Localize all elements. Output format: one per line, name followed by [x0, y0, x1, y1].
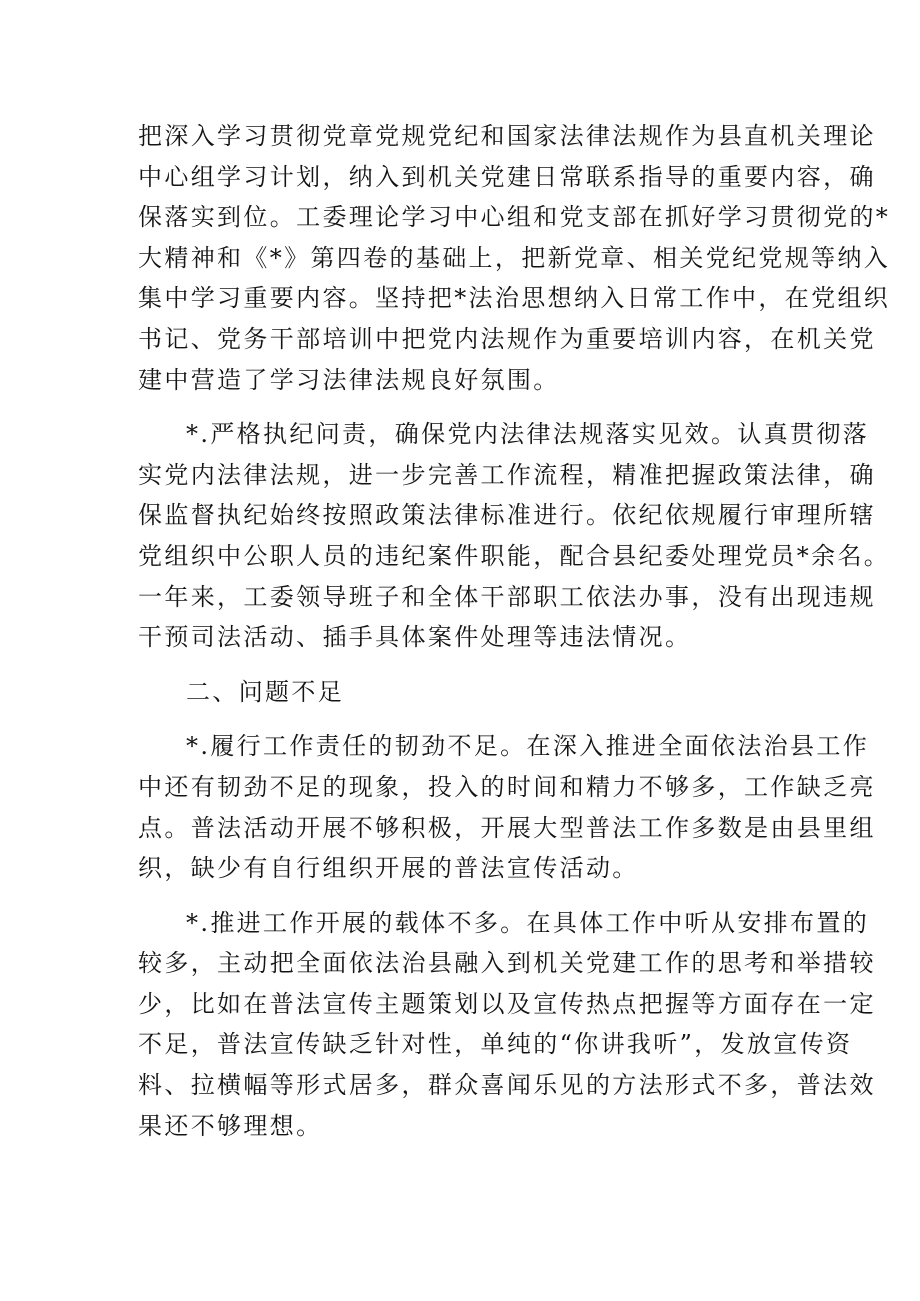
text-line: 果还不够理想。: [138, 1111, 323, 1140]
text-line: *.推进工作开展的载体不多。在具体工作中听从安排布置的: [186, 908, 870, 937]
text-line: 干预司法活动、插手具体案件处理等违法情况。: [138, 623, 692, 652]
text-line: 织，缺少有自行组织开展的普法宣传活动。: [138, 854, 639, 883]
text-line: 建中营造了学习法律法规良好氛围。: [138, 365, 560, 394]
text-line: 保监督执纪始终按照政策法律标准进行。依纪依规履行审理所辖: [138, 501, 876, 530]
paragraph-discipline: [138, 414, 891, 658]
text-line: 中心组学习计划，纳入到机关党建日常联系指导的重要内容，确: [138, 162, 876, 191]
text-line: 较多，主动把全面依法治县融入到机关党建工作的思考和举措较: [138, 949, 876, 978]
section-heading-text: 二、问题不足: [186, 677, 345, 706]
text-line: 党组织中公职人员的违纪案件职能，配合县纪委处理党员*余名。: [138, 541, 891, 570]
text-line: *.严格执纪问责，确保党内法律法规落实见效。认真贯彻落: [186, 420, 870, 449]
paragraph-few-carriers: [138, 903, 876, 1147]
paragraph-spacing: [138, 400, 798, 414]
paragraph-insufficient-tenacity: [138, 726, 876, 888]
text-line: 不足，普法宣传缺乏针对性，单纯的“你讲我听”，发放宣传资: [138, 1030, 853, 1059]
text-line: 中还有韧劲不足的现象，投入的时间和精力不够多，工作缺乏亮: [138, 772, 876, 801]
text-line: 书记、党务干部培训中把党内法规作为重要培训内容，在机关党: [138, 324, 876, 353]
text-line: 点。普法活动开展不够积极，开展大型普法工作多数是由县里组: [138, 813, 876, 842]
text-line: *.履行工作责任的韧劲不足。在深入推进全面依法治县工作: [186, 732, 870, 761]
text-line: 保落实到位。工委理论学习中心组和党支部在抓好学习贯彻党的*: [138, 203, 891, 232]
paragraph-spacing: [138, 889, 798, 903]
paragraph-spacing: [138, 712, 798, 726]
paragraph-spacing: [138, 658, 798, 672]
text-line: 集中学习重要内容。坚持把*法治思想纳入日常工作中，在党组织: [138, 284, 891, 313]
text-line: 一年来，工委领导班子和全体干部职工依法办事，没有出现违规: [138, 582, 876, 611]
section-heading: [138, 672, 798, 713]
text-line: 料、拉横幅等形式居多，群众喜闻乐见的方法形式不多，普法效: [138, 1071, 876, 1100]
text-line: 少，比如在普法宣传主题策划以及宣传热点把握等方面存在一定: [138, 989, 876, 1018]
text-line: 大精神和《*》第四卷的基础上，把新党章、相关党纪党规等纳入: [138, 243, 891, 272]
text-line: 实党内法律法规，进一步完善工作流程，精准把握政策法律，确: [138, 460, 876, 489]
document-body: [138, 116, 891, 1146]
paragraph-study-plan: [138, 116, 891, 400]
text-line: 把深入学习贯彻党章党规党纪和国家法律法规作为县直机关理论: [138, 122, 876, 150]
